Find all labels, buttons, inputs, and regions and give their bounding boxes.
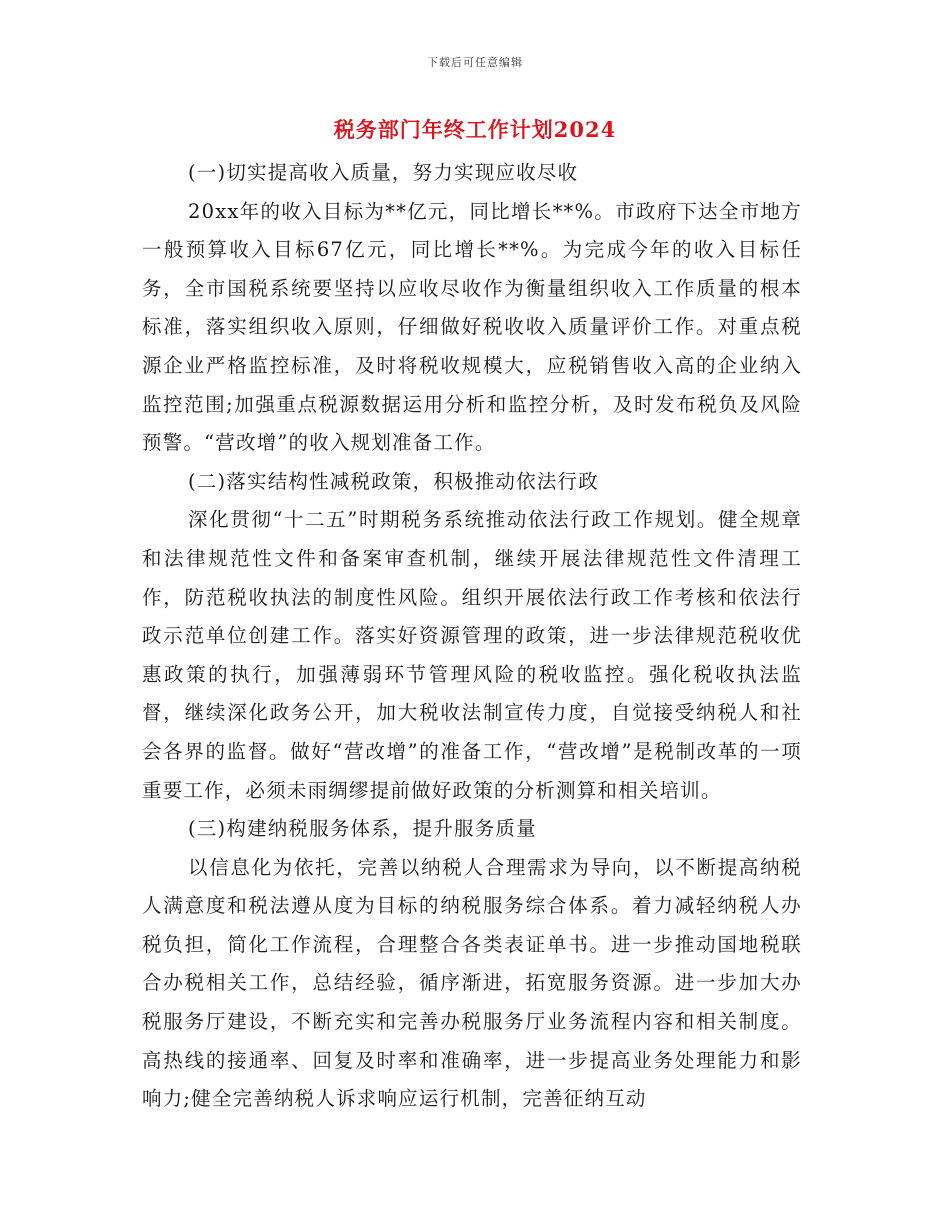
document-body — [142, 154, 802, 1119]
section-paragraph-3: 以信息化为依托，完善以纳税人合理需求为导向，以不断提高纳税人满意度和税法遵从度为目标的纳税服务综合体系。着力减轻纳税人办税负担，简化工作流程，合理整合各类表证单书。进一步推动国地税联合办税相关工作，总结经验，循序渐进，拓宽服务资源。进一步加大办税服务厅建设，不断充实和完善办税服务厅业务流程内容和相关制度。高热线的接通率、回复及时率和准确率，进一步提高业务处理能力和影响力;健全完善纳税人诉求响应运行机制，完善征纳互动 — [142, 855, 802, 1111]
section-heading-2: (二)落实结构性减税政策，积极推动依法行政 — [188, 469, 599, 493]
section-paragraph-2: 深化贯彻“十二五”时期税务系统推动依法行政工作规划。健全规章和法律规范性文件和备案审查机制，继续开展法律规范性文件清理工作，防范税收执法的制度性风险。组织开展依法行政工作考核和依法行政示范单位创建工作。落实好资源管理的政策，进一步法律规范税收优惠政策的执行，加强薄弱环节管理风险的税收监控。强化税收执法监督，继续深化政务公开，加大税收法制宣传力度，自觉接受纳税人和社会各界的监督。做好“营改增”的准备工作，“营改增”是税制改革的一项重要工作，必须未雨绸缪提前做好政策的分析测算和相关培训。 — [142, 508, 802, 802]
document-title: 税务部门年终工作计划2024 — [333, 117, 617, 142]
header-note: 下载后可任意编辑 — [427, 56, 523, 69]
section-paragraph-1: 20xx年的收入目标为**亿元，同比增长**%。市政府下达全市地方一般预算收入目标67亿元，同比增长**%。为完成今年的收入目标任务，全市国税系统要坚持以应收尽收作为衡量组织收入工作质量的根本标准，落实组织收入原则，仔细做好税收收入质量评价工作。对重点税源企业严格监控标准，及时将税收规模大，应税销售收入高的企业纳入监控范围;加强重点税源数据运用分析和监控分析，及时发布税负及风险预警。“营改增”的收入规划准备工作。 — [142, 199, 802, 455]
section-heading-1: (一)切实提高收入质量，努力实现应收尽收 — [188, 161, 579, 184]
section-heading-3: (三)构建纳税服务体系，提升服务质量 — [188, 817, 537, 841]
